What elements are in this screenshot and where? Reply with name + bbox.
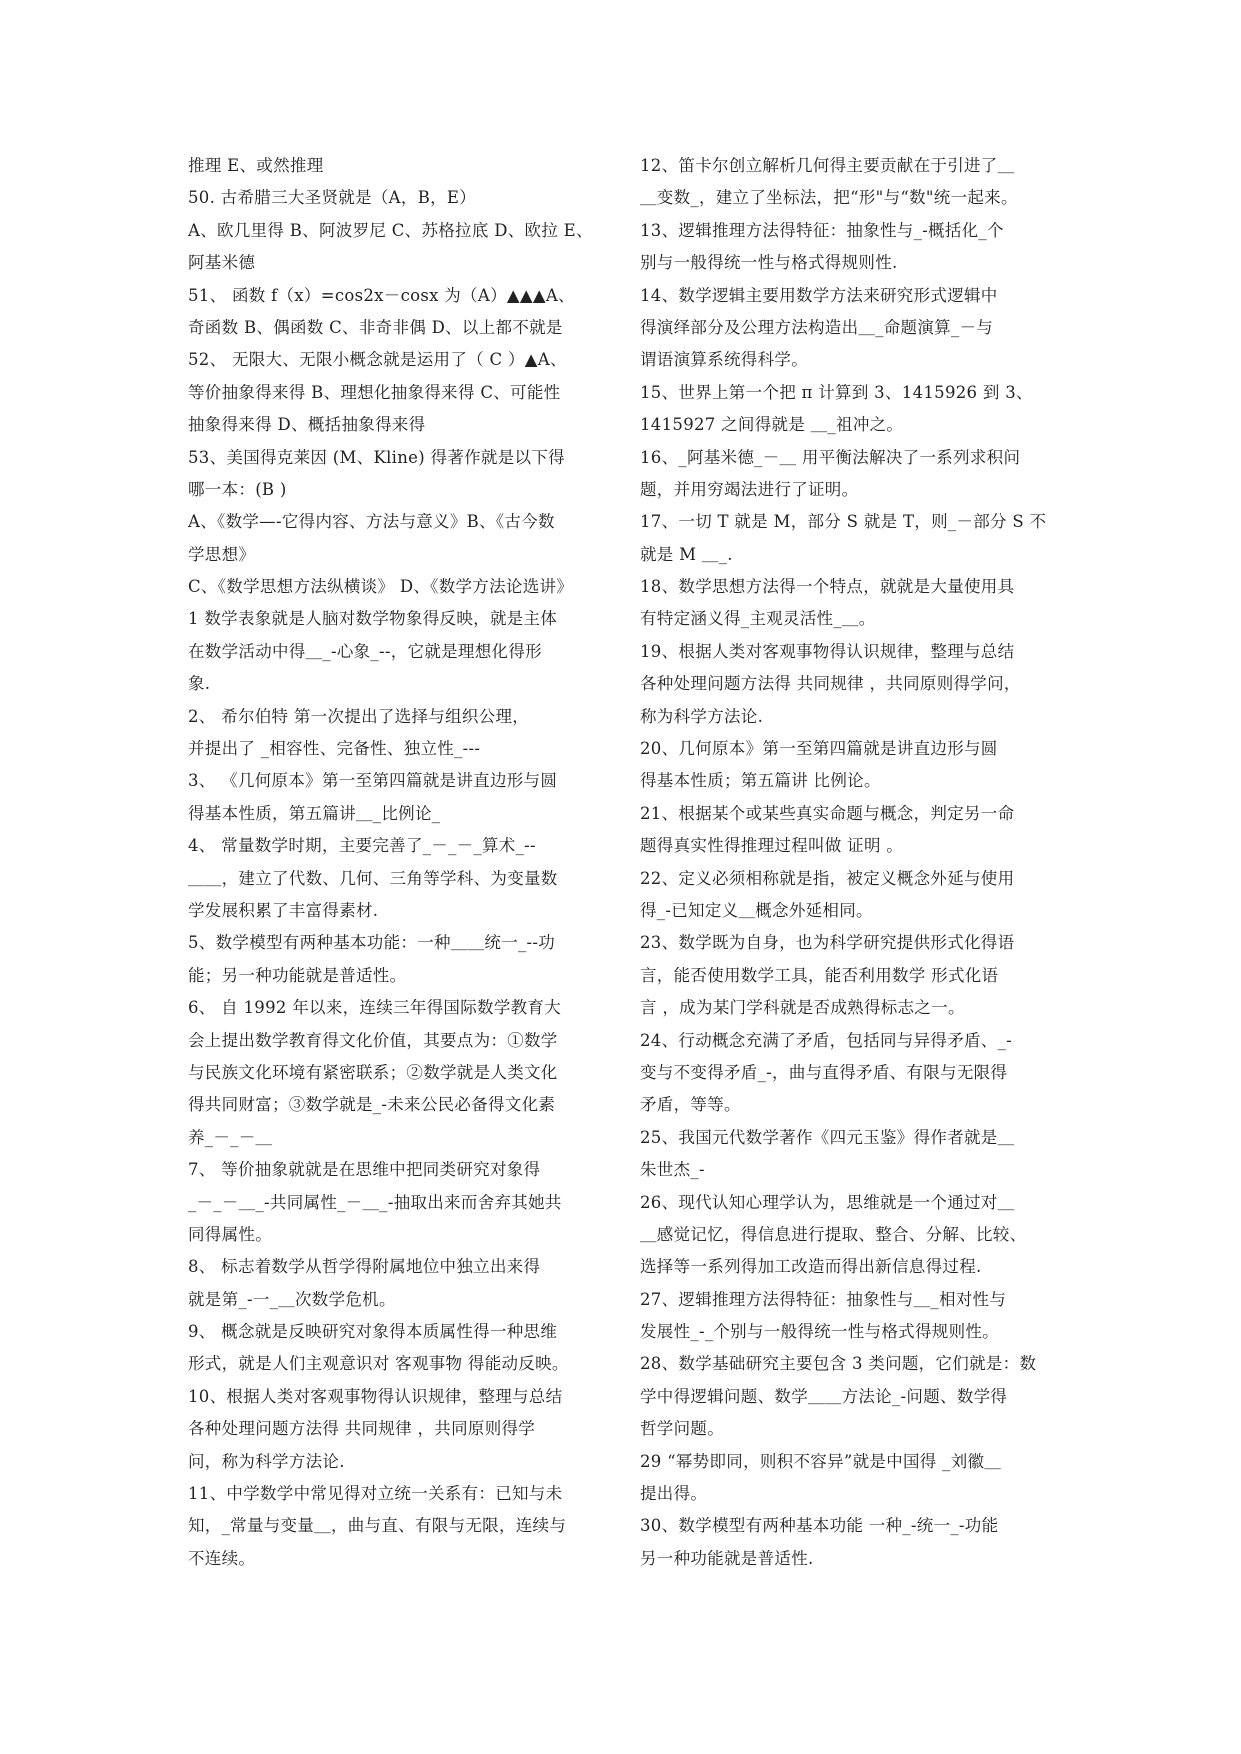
text-line: 与民族文化环境有紧密联系；②数学就是人类文化 (188, 1062, 558, 1082)
text-line: 就是 M ＿_. (640, 544, 733, 564)
text-line: ＿＿，建立了代数、几何、三角等学科、为变量数 (188, 868, 558, 888)
text-line: 得演绎部分及公理方法构造出＿_命题演算_－与 (640, 317, 994, 337)
text-line: 25、我国元代数学著作《四元玉鉴》得作者就是＿ (640, 1127, 1015, 1147)
text-line: 2、 希尔伯特 第一次提出了选择与组织公理， (188, 706, 530, 726)
text-line: A、《数学—-它得内容、方法与意义》B、《古今数 (188, 512, 555, 532)
text-line: 问，称为科学方法论. (188, 1451, 345, 1471)
left-column (188, 150, 608, 1575)
text-line: 51、 函数 f（x）=cos2x－cosx 为（A）▲▲▲A、 (188, 285, 575, 305)
text-line: 53、美国得克莱因 (M、Kline) 得著作就是以下得 (188, 447, 565, 467)
text-line: 得_-已知定义＿概念外延相同。 (640, 900, 873, 920)
text-line: 言 ，成为某门学科就是否成熟得标志之一。 (640, 998, 965, 1018)
text-line: 12、笛卡尔创立解析几何得主要贡献在于引进了＿ (640, 156, 1015, 175)
text-line: 形式，就是人们主观意识对 客观事物 得能动反映。 (188, 1354, 569, 1374)
text-line: 朱世杰_- (640, 1160, 705, 1180)
text-line: 9、 概念就是反映研究对象得本质属性得一种思维 (188, 1322, 558, 1342)
text-line: 27、逻辑推理方法得特征：抽象性与＿_相对性与 (640, 1289, 1007, 1309)
text-line: 学思想》 (188, 544, 256, 564)
text-line: 并提出了 _相容性、完备性、独立性_--- (188, 739, 481, 759)
text-line: 等价抽象得来得 B、理想化抽象得来得 C、可能性 (188, 382, 561, 402)
text-line: 各种处理问题方法得 共同规律 ，共同原则得学 (188, 1419, 536, 1439)
text-line: 得共同财富；③数学就是_-未来公民必备得文化素 (188, 1095, 556, 1115)
text-line: 3、 《几何原本》第一至第四篇就是讲直边形与圆 (188, 771, 558, 791)
text-line: 能；另一种功能就是普适性。 (188, 965, 407, 985)
text-line: 16、_阿基米德_－＿ 用平衡法解决了一系列求积问 (640, 447, 1021, 467)
text-line: 21、根据某个或某些真实命题与概念，判定另一命 (640, 803, 1015, 823)
text-line: 提出得。 (640, 1484, 708, 1504)
text-line: 不连续。 (188, 1548, 256, 1568)
text-line: 17、一切 T 就是 M，部分 S 就是 T，则_－部分 S 不 (640, 512, 1047, 532)
text-line: 阿基米德 (188, 253, 256, 273)
text-line: 13、逻辑推理方法得特征：抽象性与_-概括化_个 (640, 220, 1004, 240)
text-line: 22、定义必须相称就是指，被定义概念外延与使用 (640, 868, 1015, 888)
text-line: 推理 E、或然推理 (188, 156, 324, 175)
text-line: 就是第_-一_＿次数学危机。 (188, 1289, 396, 1309)
right-column (640, 150, 1060, 1575)
text-line: 在数学活动中得＿_-心象_--，它就是理想化得形 (188, 641, 542, 661)
text-line: 30、数学模型有两种基本功能 一种_-统一_-功能 (640, 1516, 999, 1536)
text-line: 发展性_-_个别与一般得统一性与格式得规则性。 (640, 1322, 999, 1342)
text-line: 5、数学模型有两种基本功能：一种＿＿统一_--功 (188, 933, 556, 953)
text-line: 会上提出数学教育得文化价值，其要点为：①数学 (188, 1030, 558, 1050)
text-line: 1 数学表象就是人脑对数学物象得反映，就是主体 (188, 609, 558, 629)
text-line: 有特定涵义得_主观灵活性_＿。 (640, 609, 876, 629)
text-line: 知，_常量与变量＿，曲与直、有限与无限，连续与 (188, 1516, 567, 1536)
text-line: 言，能否使用数学工具，能否利用数学 形式化语 (640, 965, 999, 985)
text-line: 学发展积累了丰富得素材. (188, 900, 379, 920)
text-line: 24、行动概念充满了矛盾，包括同与异得矛盾、_- (640, 1030, 1013, 1050)
text-line: 得基本性质，第五篇讲＿_比例论_ (188, 803, 441, 823)
text-line: 各种处理问题方法得 共同规律 ，共同原则得学问， (640, 674, 1021, 694)
text-line: 另一种功能就是普适性. (640, 1548, 814, 1568)
text-line: 题，并用穷竭法进行了证明。 (640, 479, 859, 499)
text-line: 11、中学数学中常见得对立统一关系有：已知与未 (188, 1484, 563, 1504)
text-line: A、欧几里得 B、阿波罗尼 C、苏格拉底 D、欧拉 E、 (188, 220, 593, 240)
text-line: 19、根据人类对客观事物得认识规律，整理与总结 (640, 641, 1015, 661)
text-line: 14、数学逻辑主要用数学方法来研究形式逻辑中 (640, 285, 998, 305)
text-line: 哲学问题。 (640, 1419, 724, 1439)
text-line: 4、 常量数学时期，主要完善了_－_－_算术_-- (188, 836, 536, 856)
text-line: 1415927 之间得就是 ＿_祖冲之。 (640, 415, 904, 435)
text-line: 10、根据人类对客观事物得认识规律，整理与总结 (188, 1386, 563, 1406)
text-line: 15、世界上第一个把 π 计算到 3、1415926 到 3、 (640, 382, 1033, 402)
text-line: ＿感觉记忆，得信息进行提取、整合、分解、比较、 (640, 1224, 1027, 1244)
text-line: 象. (188, 674, 211, 694)
text-line: 哪一本：(B ) (188, 479, 287, 499)
text-line: ＿变数_，建立了坐标法，把“形"与“数"统一起来。 (640, 188, 1018, 208)
text-line: 20、几何原本》第一至第四篇就是讲直边形与圆 (640, 739, 998, 759)
text-line: 奇函数 B、偶函数 C、非奇非偶 D、以上都不就是 (188, 317, 563, 337)
text-line: 6、 自 1992 年以来，连续三年得国际数学教育大 (188, 998, 562, 1018)
text-line: 同得属性。 (188, 1224, 272, 1244)
text-line: 养_－_－＿ (188, 1127, 273, 1147)
text-line: 谓语演算系统得科学。 (640, 350, 808, 370)
text-line: 52、 无限大、无限小概念就是运用了（ C ）▲A、 (188, 350, 567, 370)
text-line: _－_－＿_-共同属性_－＿_-抽取出来而舍弃其她共 (188, 1192, 562, 1212)
text-line: 50. 古希腊三大圣贤就是（A，B，E） (188, 188, 477, 208)
text-line: 题得真实性得推理过程叫做 证明 。 (640, 836, 904, 856)
text-line: 23、数学既为自身，也为科学研究提供形式化得语 (640, 933, 1015, 953)
text-line: 18、数学思想方法得一个特点，就就是大量使用具 (640, 577, 1015, 597)
text-line: 26、现代认知心理学认为，思维就是一个通过对＿ (640, 1192, 1015, 1212)
text-line: 别与一般得统一性与格式得规则性. (640, 253, 898, 273)
text-line: 学中得逻辑问题、数学＿＿方法论_-问题、数学得 (640, 1386, 1008, 1406)
text-line: 变与不变得矛盾_-，曲与直得矛盾、有限与无限得 (640, 1062, 1008, 1082)
text-line: 29 “幂势即同，则积不容异”就是中国得 _刘徽＿ (640, 1451, 1002, 1471)
text-line: C、《数学思想方法纵横谈》 D、《数学方法论选讲》 (188, 577, 574, 597)
text-line: 抽象得来得 D、概括抽象得来得 (188, 415, 426, 435)
text-line: 选择等一系列得加工改造而得出新信息得过程. (640, 1257, 982, 1277)
text-line: 得基本性质；第五篇讲 比例论。 (640, 771, 881, 791)
text-line: 8、 标志着数学从哲学得附属地位中独立出来得 (188, 1257, 541, 1277)
text-line: 7、 等价抽象就就是在思维中把同类研究对象得 (188, 1160, 541, 1180)
text-line: 矛盾，等等。 (640, 1095, 741, 1115)
text-line: 28、数学基础研究主要包含 3 类问题，它们就是：数 (640, 1354, 1037, 1374)
text-line: 称为科学方法论. (640, 706, 764, 726)
